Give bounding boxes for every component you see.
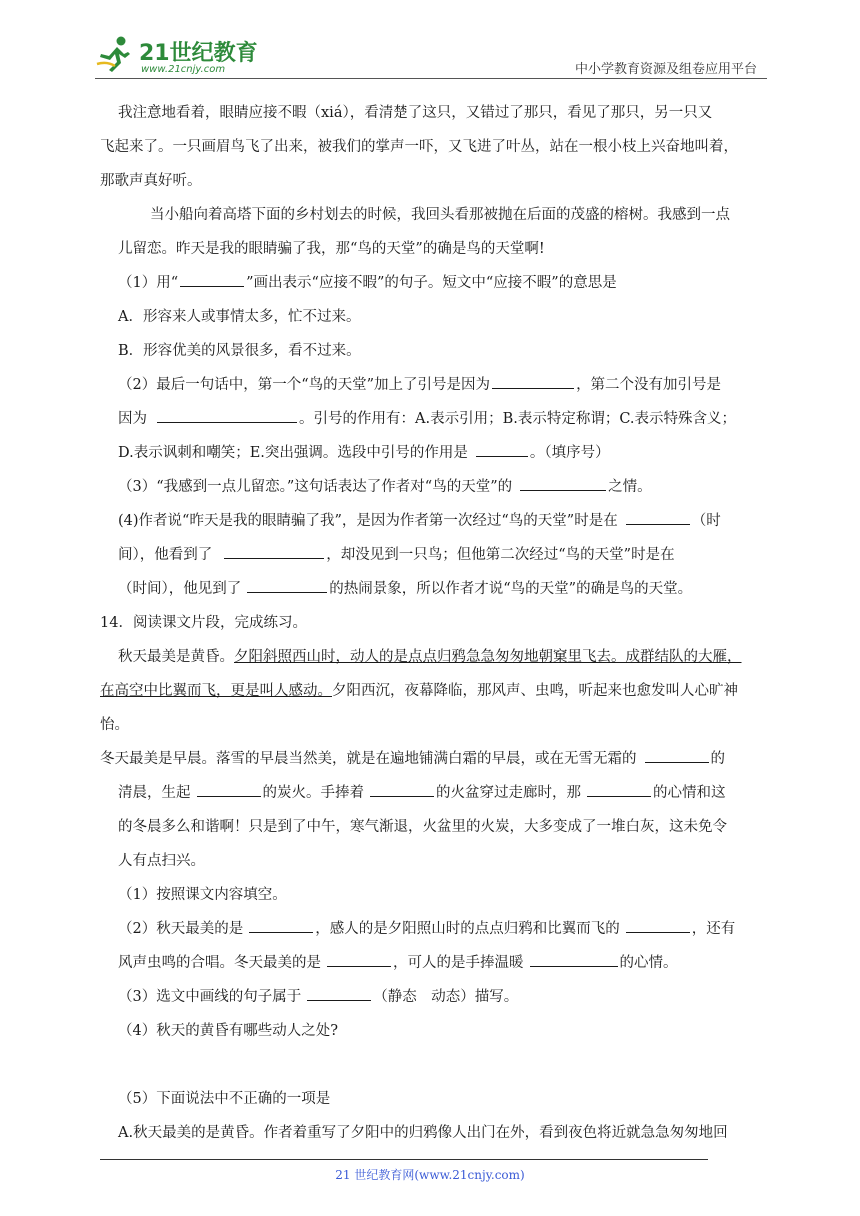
question-text: （1）用“ bbox=[118, 275, 179, 291]
passage-line: 怡。 bbox=[100, 717, 129, 733]
answer-blank[interactable] bbox=[492, 373, 574, 389]
answer-blank[interactable] bbox=[530, 951, 618, 967]
sub-question-2-cont bbox=[100, 946, 768, 980]
question-text: （时间），他见到了 bbox=[118, 581, 242, 597]
platform-label: 中小学教育资源及组卷应用平台 bbox=[574, 62, 757, 77]
question-text: 。引号的作用有：A.表示引用；B.表示特定称谓；C.表示特殊含义； bbox=[299, 411, 737, 427]
question-text: （2）秋天最美的是 bbox=[118, 921, 244, 937]
question-2-cont bbox=[100, 436, 768, 470]
passage-text: 的 bbox=[710, 751, 725, 767]
passage-line: 飞起来了。一只画眉鸟飞了出来，被我们的掌声一吓，又飞进了叶丛，站在一根小枝上兴奋地叫着， bbox=[100, 139, 738, 155]
runner-logo-icon bbox=[95, 34, 135, 74]
site-logo bbox=[95, 34, 265, 78]
answer-blank[interactable] bbox=[180, 271, 244, 287]
answer-space[interactable] bbox=[100, 1048, 768, 1082]
passage-text: 的心情和这 bbox=[653, 785, 726, 801]
passage-line bbox=[100, 776, 768, 810]
question-text: 风声虫鸣的合唱。冬天最美的是 bbox=[118, 955, 321, 971]
logo-text: 21世纪教育 bbox=[139, 41, 258, 66]
passage-line: 人有点扫兴。 bbox=[118, 853, 205, 869]
question-4-cont bbox=[100, 572, 768, 606]
passage-text: 秋天最美是黄昏。 bbox=[118, 649, 234, 665]
sub-question-2 bbox=[100, 912, 768, 946]
question-2-cont bbox=[100, 402, 768, 436]
passage-text: 的火盆穿过走廊时，那 bbox=[436, 785, 581, 801]
question-text: 因为 bbox=[118, 411, 147, 427]
question-text: D.表示讽刺和嘲笑；E.突出强调。选段中引号的作用是 bbox=[118, 445, 468, 461]
question-text: (4)作者说“昨天是我的眼睛骗了我”，是因为作者第一次经过“鸟的天堂”时是在 bbox=[118, 513, 618, 529]
question-text: （2）最后一句话中，第一个“鸟的天堂”加上了引号是因为 bbox=[118, 377, 491, 393]
question-text: （静态 动态）描写。 bbox=[373, 989, 519, 1005]
passage-text: 冬天最美是早晨。落雪的早晨当然美，就是在遍地铺满白霜的早晨，或在无雪无霜的 bbox=[100, 751, 637, 767]
question-4 bbox=[100, 504, 768, 538]
passage-line bbox=[100, 640, 768, 674]
document-body bbox=[100, 96, 768, 1150]
answer-blank[interactable] bbox=[249, 917, 313, 933]
answer-blank[interactable] bbox=[370, 781, 434, 797]
question-text: 之情。 bbox=[608, 479, 652, 495]
underlined-sentence: 夕阳斜照西山时，动人的是点点归鸦急急匆匆地朝窠里飞去。成群结队的大雁， bbox=[234, 649, 742, 665]
question-1 bbox=[100, 266, 768, 300]
sub-question-5: （5）下面说法中不正确的一项是 bbox=[118, 1091, 331, 1107]
answer-blank[interactable] bbox=[307, 985, 371, 1001]
question-text: 的心情。 bbox=[619, 955, 678, 971]
answer-blank[interactable] bbox=[645, 747, 709, 763]
answer-blank[interactable] bbox=[327, 951, 391, 967]
question-4-cont bbox=[100, 538, 768, 572]
passage-line: 儿留恋。昨天是我的眼睛骗了我，那“鸟的天堂”的确是鸟的天堂啊! bbox=[118, 241, 545, 257]
page-footer: 21 世纪教育网(www.21cnjy.com) bbox=[335, 1168, 525, 1182]
page-header bbox=[95, 30, 767, 82]
logo-url: www.21cnjy.com bbox=[141, 64, 226, 75]
passage-line: 我注意地看着，眼睛应接不暇（xiá），看清楚了这只，又错过了那只，看见了那只，另一只又 bbox=[118, 105, 713, 121]
question-text: ”画出表示“应接不暇”的句子。短文中“应接不暇”的意思是 bbox=[246, 275, 617, 291]
passage-text: 夕阳西沉，夜幕降临，那风声、虫鸣，听起来也愈发叫人心旷神 bbox=[332, 683, 738, 699]
question-text: ，却没见到一只鸟；但他第二次经过“鸟的天堂”时是在 bbox=[326, 547, 675, 563]
sub-question-1: （1）按照课文内容填空。 bbox=[118, 887, 287, 903]
question-text: （时 bbox=[691, 513, 721, 529]
question-2 bbox=[100, 368, 768, 402]
passage-line bbox=[100, 742, 768, 776]
question-text: （3）选文中画线的句子属于 bbox=[118, 989, 302, 1005]
question-text: ，感人的是夕阳照山时的点点归鸦和比翼而飞的 bbox=[315, 921, 620, 937]
answer-blank[interactable] bbox=[247, 577, 327, 593]
question-text: 间），他看到了 bbox=[118, 547, 213, 563]
question-text: ，第二个没有加引号是 bbox=[576, 377, 722, 393]
sub-question-4: （4）秋天的黄昏有哪些动人之处? bbox=[118, 1023, 338, 1039]
option-a: A．形容来人或事情太多，忙不过来。 bbox=[118, 309, 361, 325]
question-text: 的热闹景象，所以作者才说“鸟的天堂”的确是鸟的天堂。 bbox=[329, 581, 693, 597]
question-text: 。（填序号） bbox=[529, 445, 610, 461]
footer-divider bbox=[100, 1159, 708, 1160]
passage-line bbox=[100, 674, 768, 708]
answer-blank[interactable] bbox=[626, 509, 690, 525]
passage-line: 那歌声真好听。 bbox=[100, 173, 202, 189]
answer-blank[interactable] bbox=[587, 781, 651, 797]
option-b: B．形容优美的风景很多，看不过来。 bbox=[118, 343, 361, 359]
answer-blank[interactable] bbox=[224, 543, 324, 559]
question-14-heading: 14．阅读课文片段，完成练习。 bbox=[100, 615, 307, 631]
passage-text: 清晨，生起 bbox=[118, 785, 191, 801]
passage-text: 的炭火。手捧着 bbox=[262, 785, 364, 801]
answer-blank[interactable] bbox=[626, 917, 690, 933]
sub-question-3 bbox=[100, 980, 768, 1014]
answer-blank[interactable] bbox=[197, 781, 261, 797]
answer-blank[interactable] bbox=[157, 407, 297, 423]
option-a: A.秋天最美的是黄昏。作者着重写了夕阳中的归鸦像人出门在外，看到夜色将近就急急匆匆地回 bbox=[118, 1125, 728, 1141]
question-text: （3）“我感到一点儿留恋。”这句话表达了作者对“鸟的天堂”的 bbox=[118, 479, 513, 495]
answer-blank[interactable] bbox=[520, 475, 606, 491]
question-3 bbox=[100, 470, 768, 504]
passage-line: 的冬晨多么和谐啊！只是到了中午，寒气渐退，火盆里的火炭，大多变成了一堆白灰，这未免令 bbox=[118, 819, 727, 835]
header-divider bbox=[95, 78, 767, 79]
answer-blank[interactable] bbox=[476, 441, 528, 457]
passage-line: 当小船向着高塔下面的乡村划去的时候，我回头看那被抛在后面的茂盛的榕树。我感到一点 bbox=[150, 207, 730, 223]
question-text: ，还有 bbox=[691, 921, 736, 937]
underlined-sentence: 在高空中比翼而飞，更是叫人感动。 bbox=[100, 683, 332, 699]
question-text: ，可人的是手捧温暖 bbox=[393, 955, 524, 971]
